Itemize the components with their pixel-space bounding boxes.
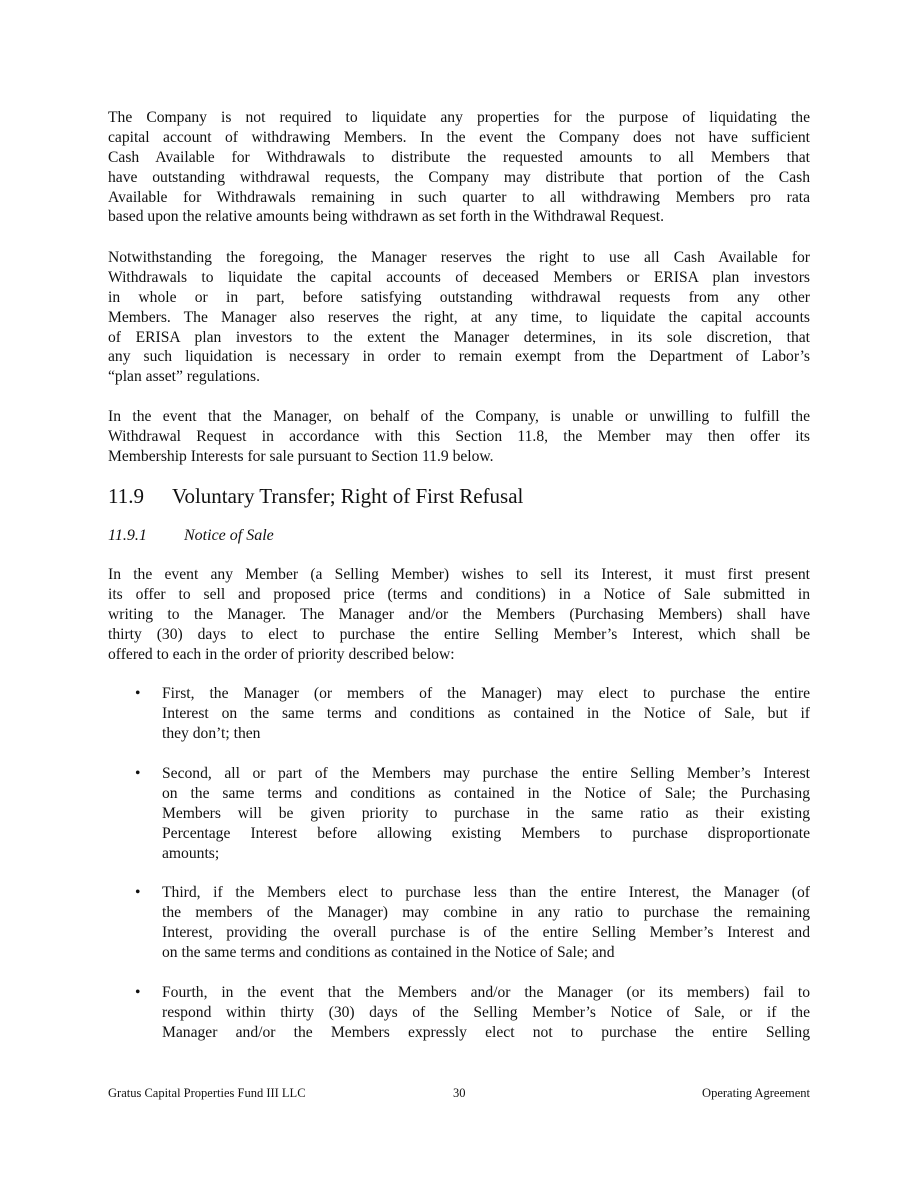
text-line: Interest, providing the overall purchase is of the entire Selling Member’s Interest and <box>162 923 810 941</box>
paragraph <box>108 108 810 227</box>
text-line: writing to the Manager. The Manager and/or the Members (Purchasing Members) shall have <box>108 605 810 623</box>
bullet-icon: • <box>135 685 141 702</box>
text-line: in whole or in part, before satisfying outstanding withdrawal requests from any other <box>108 288 810 306</box>
text-line: offered to each in the order of priority described below: <box>108 645 455 663</box>
text-line: Withdrawal Request in accordance with this Section 11.8, the Member may then offer its <box>108 427 810 445</box>
subsection-heading <box>108 527 274 545</box>
text-line: Available for Withdrawals remaining in such quarter to all withdrawing Members pro rata <box>108 188 810 206</box>
text-line: they don’t; then <box>162 724 261 742</box>
text-line: Percentage Interest before allowing existing Members to purchase disproportionate <box>162 824 810 842</box>
paragraph <box>108 407 810 467</box>
text-line: Fourth, in the event that the Members and/or the Manager (or its members) fail to <box>162 984 810 1001</box>
list-item <box>108 983 810 1043</box>
text-line: Second, all or part of the Members may purchase the entire Selling Member’s Interest <box>162 765 810 782</box>
text-line: Manager and/or the Members expressly elect not to purchase the entire Selling <box>162 1023 810 1041</box>
text-line: based upon the relative amounts being withdrawn as set forth in the Withdrawal Request. <box>108 208 664 226</box>
bullet-icon: • <box>135 765 141 782</box>
section-title: Voluntary Transfer; Right of First Refusal <box>172 484 524 508</box>
bullet-icon: • <box>135 984 141 1001</box>
paragraph <box>108 248 810 387</box>
footer-company: Gratus Capital Properties Fund III LLC <box>108 1086 306 1100</box>
text-line: Withdrawals to liquidate the capital accounts of deceased Members or ERISA plan investors <box>108 268 810 286</box>
page-number: 30 <box>453 1086 466 1100</box>
text-line: of ERISA plan investors to the extent the Manager determines, in its sole discretion, that <box>108 328 810 346</box>
text-line: on the same terms and conditions as contained in the Notice of Sale; the Purchasing <box>162 784 810 802</box>
list-item <box>108 764 810 863</box>
text-line: The Company is not required to liquidate any properties for the purpose of liquidating the <box>108 109 810 126</box>
subsection-number: 11.9.1 <box>108 527 147 544</box>
paragraph <box>108 565 810 664</box>
text-line: Interest on the same terms and conditions as contained in the Notice of Sale, but if <box>162 704 810 722</box>
section-number: 11.9 <box>108 484 144 508</box>
text-line: any such liquidation is necessary in order to remain exempt from the Department of Labor’s <box>108 348 810 366</box>
text-line: the members of the Manager) may combine in any ratio to purchase the remaining <box>162 903 810 921</box>
text-line: Third, if the Members elect to purchase less than the entire Interest, the Manager (of <box>162 884 810 901</box>
subsection-title: Notice of Sale <box>184 527 274 544</box>
footer-document-title: Operating Agreement <box>702 1086 810 1100</box>
text-line: Cash Available for Withdrawals to distribute the requested amounts to all Members that <box>108 148 810 166</box>
list-item <box>108 684 810 744</box>
text-line: its offer to sell and proposed price (terms and conditions) in a Notice of Sale submitted in <box>108 585 810 603</box>
text-line: Members will be given priority to purchase in the same ratio as their existing <box>162 804 810 822</box>
bullet-icon: • <box>135 884 141 901</box>
text-line: First, the Manager (or members of the Manager) may elect to purchase the entire <box>162 685 810 702</box>
text-line: In the event that the Manager, on behalf of the Company, is unable or unwilling to fulfill the <box>108 408 810 425</box>
text-line: Members. The Manager also reserves the right, at any time, to liquidate the capital accounts <box>108 308 810 326</box>
text-line: have outstanding withdrawal requests, the Company may distribute that portion of the Cash <box>108 168 810 186</box>
text-line: thirty (30) days to elect to purchase the entire Selling Member’s Interest, which shall be <box>108 625 810 643</box>
text-line: on the same terms and conditions as contained in the Notice of Sale; and <box>162 943 615 961</box>
text-line: In the event any Member (a Selling Member) wishes to sell its Interest, it must first present <box>108 566 810 583</box>
text-line: capital account of withdrawing Members. In the event the Company does not have sufficient <box>108 128 810 146</box>
list-item <box>108 883 810 963</box>
text-line: “plan asset” regulations. <box>108 368 260 386</box>
section-heading <box>108 484 523 509</box>
text-line: Membership Interests for sale pursuant to Section 11.9 below. <box>108 447 494 465</box>
text-line: Notwithstanding the foregoing, the Manager reserves the right to use all Cash Available for <box>108 249 810 266</box>
text-line: amounts; <box>162 844 220 862</box>
text-line: respond within thirty (30) days of the Selling Member’s Notice of Sale, or if the <box>162 1003 810 1021</box>
